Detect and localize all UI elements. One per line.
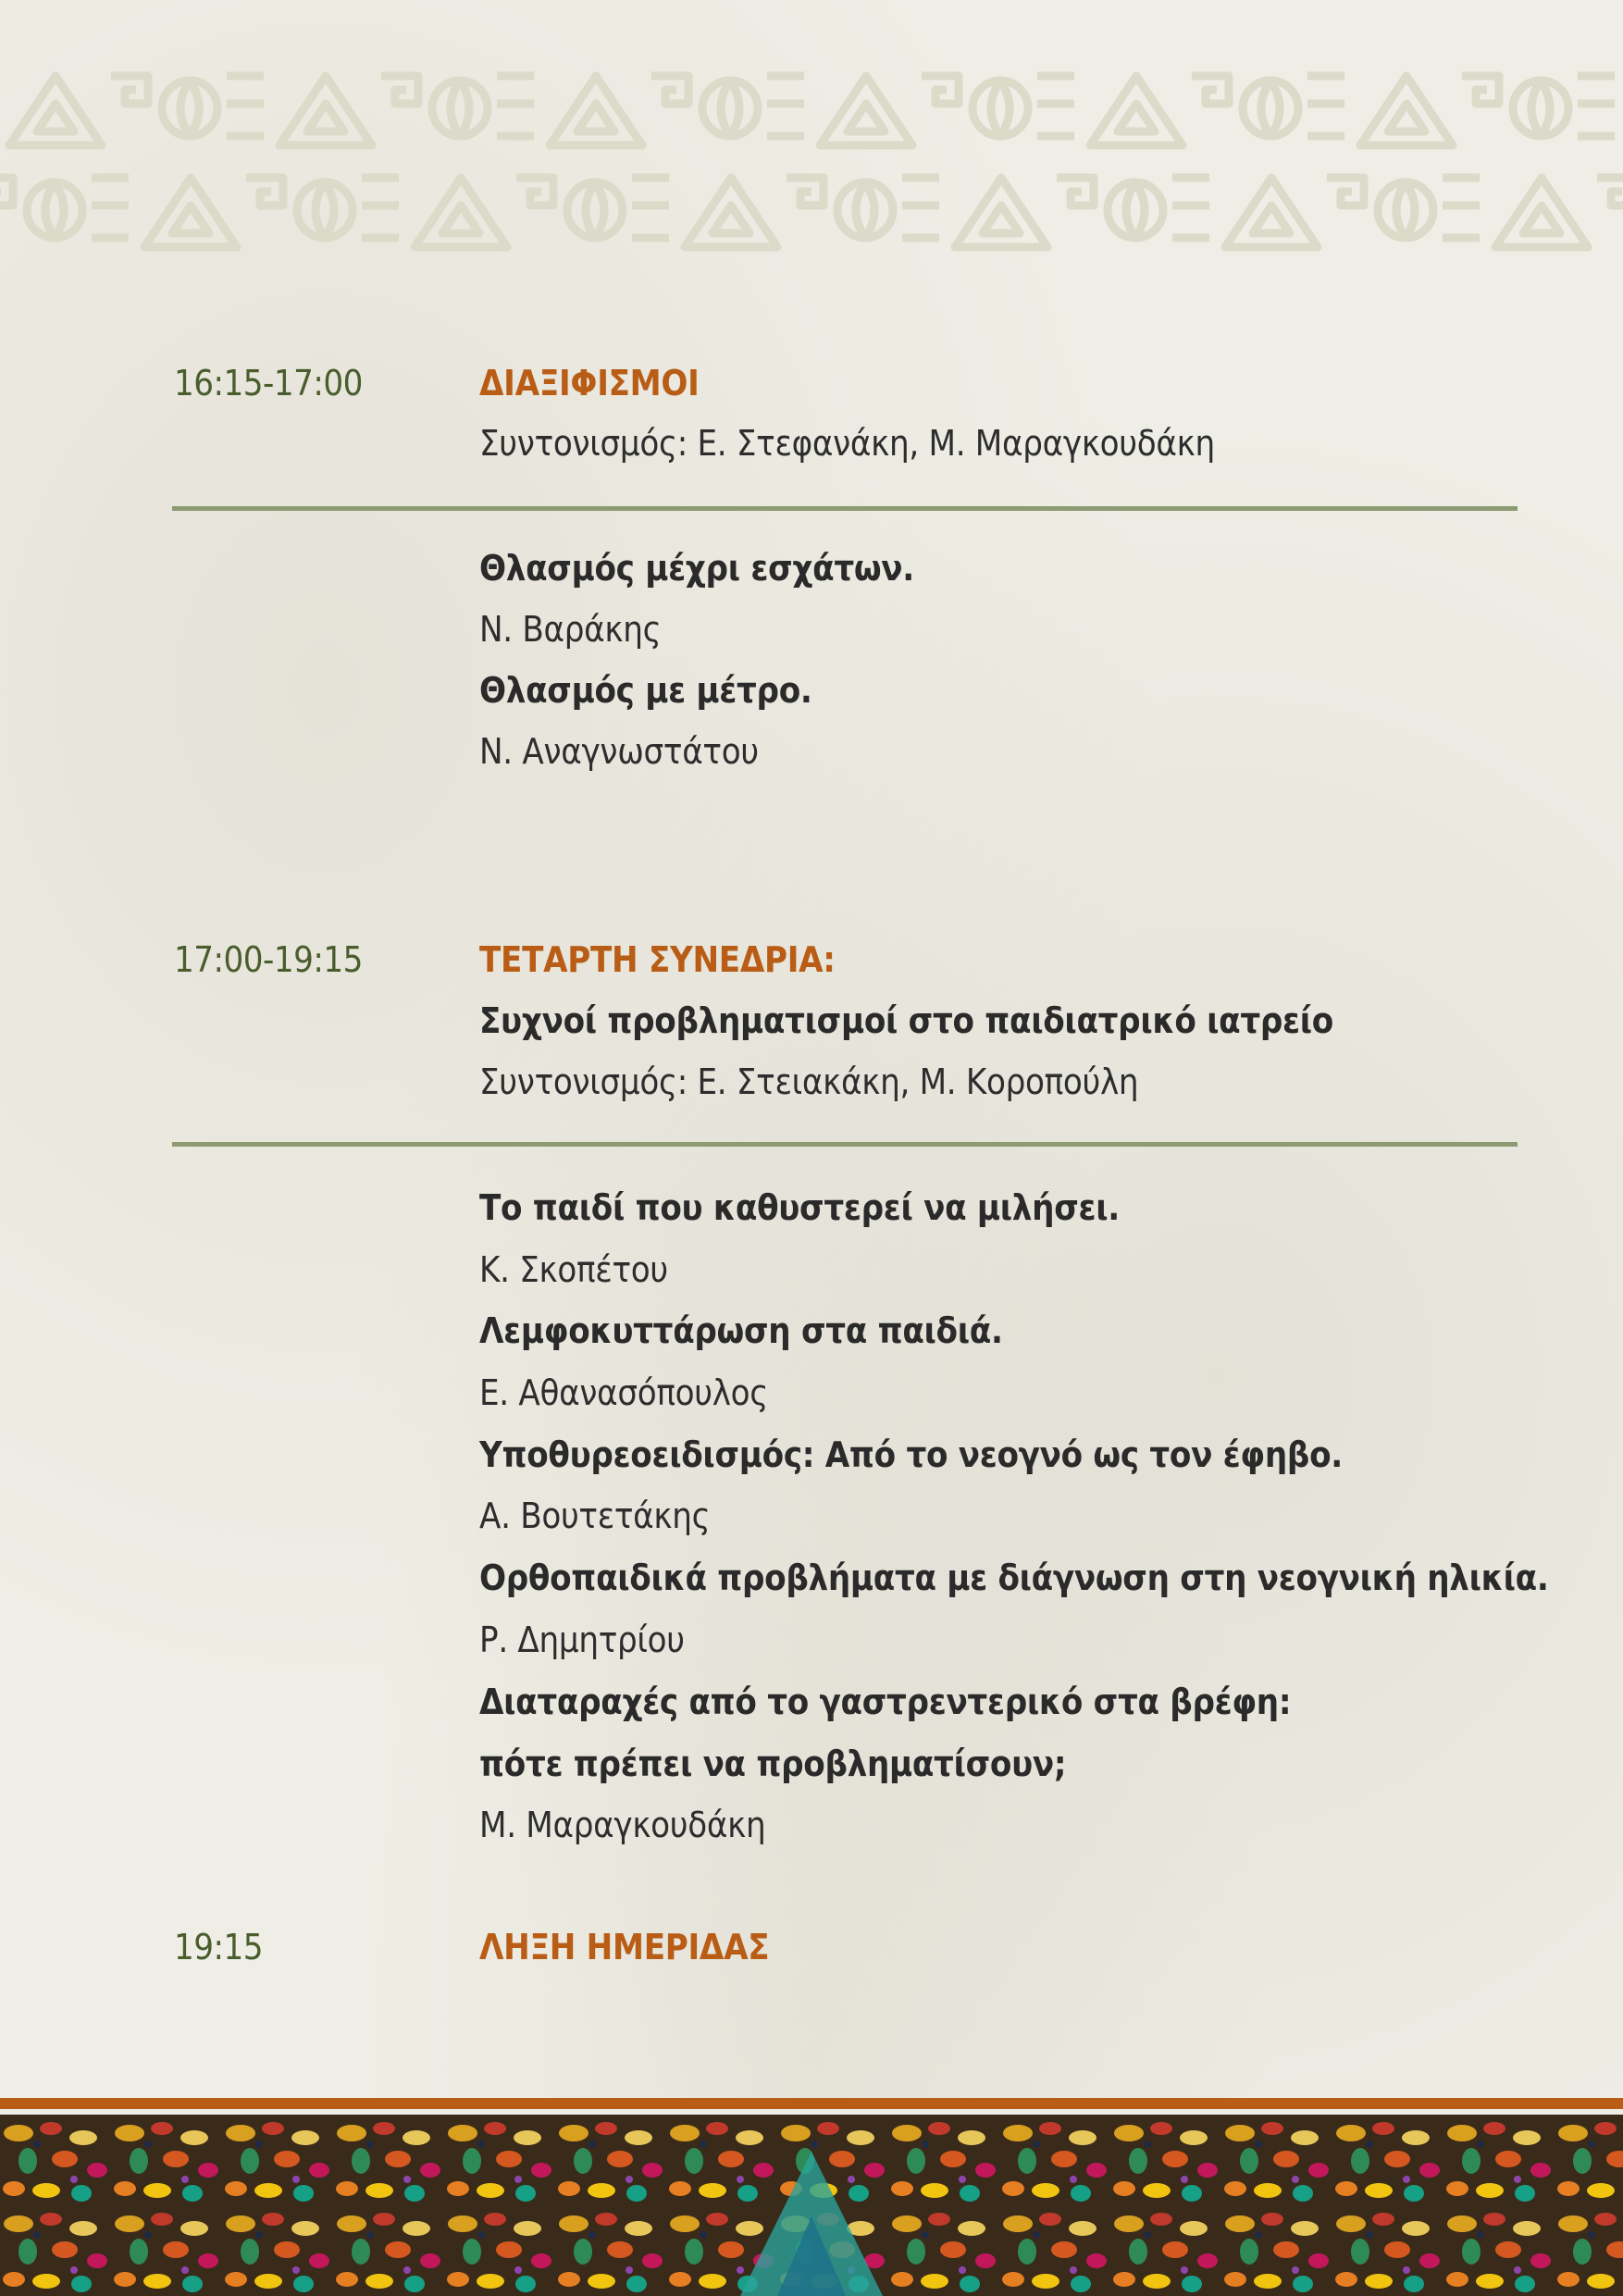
talk-title: Θλασμός μέχρι εσχάτων. <box>479 548 914 589</box>
talk-title: Λεμφοκυττάρωση στα παιδιά. <box>479 1310 1003 1351</box>
talk-title: Ορθοπαιδικά προβλήματα με διάγνωση στη νεογνική ηλικία. <box>479 1558 1549 1598</box>
divider <box>172 506 1518 511</box>
ornamental-border <box>0 57 1623 261</box>
session-time: 17:00-19:15 <box>174 939 363 980</box>
session-title: ΔΙΑΞΙΦΙΣΜΟΙ <box>479 363 700 403</box>
beadwork-band <box>0 2115 1623 2296</box>
talk-title: Υποθυρεοειδισμός: Από το νεογνό ως τον έφηβο. <box>479 1434 1343 1475</box>
talk-speaker: Ν. Αναγνωστάτου <box>479 731 759 772</box>
closing-title: ΛΗΞΗ ΗΜΕΡΙΔΑΣ <box>479 1927 770 1967</box>
session-time: 16:15-17:00 <box>174 363 363 403</box>
session-chairs: Συντονισμός: Ε. Στεφανάκη, Μ. Μαραγκουδάκη <box>479 423 1215 464</box>
talk-speaker: Α. Βουτετάκης <box>479 1496 711 1536</box>
talk-title-continued: πότε πρέπει να προβληματίσουν; <box>479 1744 1067 1784</box>
talk-speaker: Ν. Βαράκης <box>479 609 662 650</box>
talk-speaker: Ε. Αθανασόπουλος <box>479 1372 769 1413</box>
accent-bar <box>0 2098 1623 2109</box>
session-title: ΤΕΤΑΡΤΗ ΣΥΝΕΔΡΙΑ: <box>479 939 836 980</box>
talk-title: Διαταραχές από το γαστρεντερικό στα βρέφη: <box>479 1682 1292 1722</box>
talk-title: Θλασμός με μέτρο. <box>479 670 812 711</box>
talk-title: Το παιδί που καθυστερεί να μιλήσει. <box>479 1187 1120 1228</box>
talk-speaker: Μ. Μαραγκουδάκη <box>479 1805 766 1845</box>
session-subtitle: Συχνοί προβληματισμοί στο παιδιατρικό ιατρείο <box>479 1000 1333 1041</box>
divider <box>172 1142 1518 1147</box>
closing-time: 19:15 <box>174 1927 264 1967</box>
session-chairs: Συντονισμός: Ε. Στειακάκη, Μ. Κοροπούλη <box>479 1061 1139 1102</box>
talk-speaker: Κ. Σκοπέτου <box>479 1249 668 1290</box>
talk-speaker: Ρ. Δημητρίου <box>479 1620 685 1660</box>
